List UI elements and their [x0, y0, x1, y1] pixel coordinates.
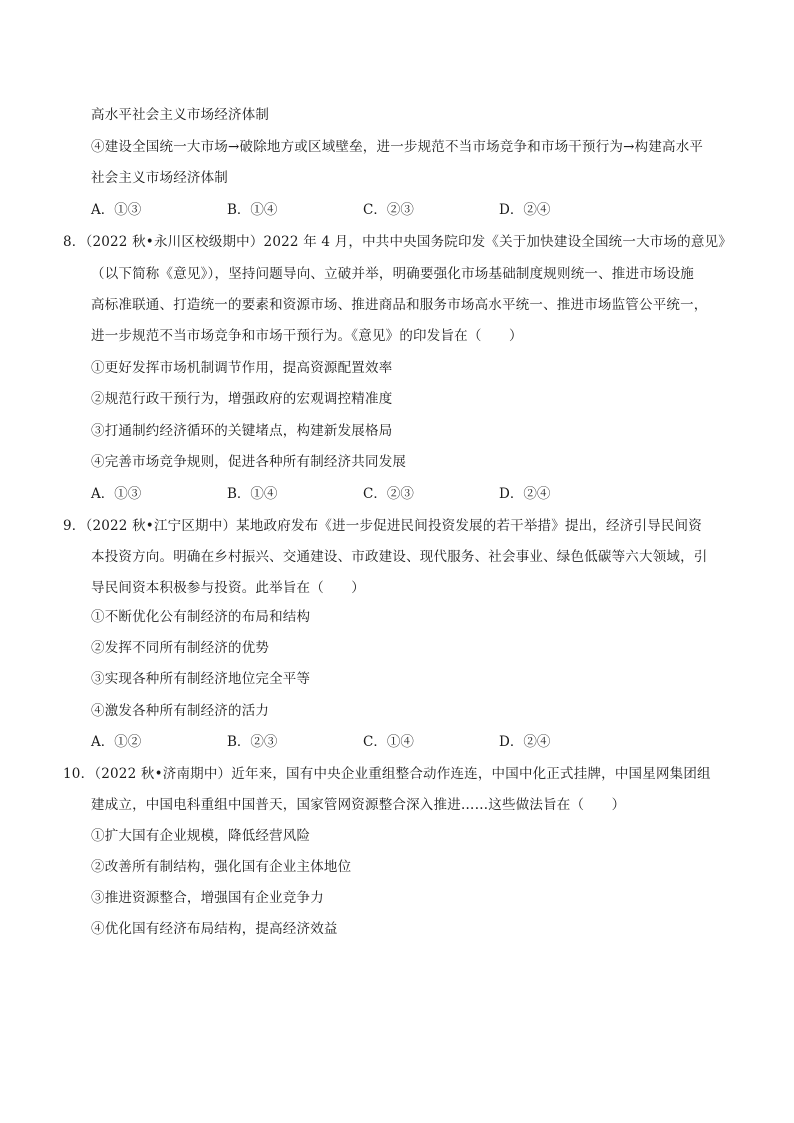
- question-9-stem-line2: 本投资方向。明确在乡村振兴、交通建设、市政建设、现代服务、社会事业、绿色低碳等六大领域，引: [91, 549, 708, 565]
- choice-c[interactable]: C．②③: [363, 202, 414, 218]
- question-8-option-2: ②规范行政干预行为，增强政府的宏观调控精准度: [91, 391, 393, 407]
- question-10-stem-line2: 建成立，中国电科重组中国普天，国家管网资源整合深入推进……这些做法旨在（ ）: [91, 797, 626, 813]
- choice-c[interactable]: C．②③: [363, 486, 414, 502]
- question-8-option-4: ④完善市场竞争规则，促进各种所有制经济共同发展: [91, 454, 407, 470]
- question-9-stem-line3: 导民间资本积极参与投资。此举旨在（ ）: [91, 580, 365, 596]
- question-9-stem: 9．（2022 秋•江宁区期中）某地政府发布《进一步促进民间投资发展的若干举措》提出，经济引导民间资: [63, 518, 702, 534]
- option-4-line-cont: 社会主义市场经济体制: [91, 170, 228, 186]
- choice-d[interactable]: D．②④: [499, 202, 551, 218]
- question-8-stem: 8．（2022 秋•永川区校级期中）2022 年 4 月，中共中央国务院印发《关于加快建设全国统一大市场的意见》: [63, 234, 732, 250]
- question-9-option-1: ①不断优化公有制经济的布局和结构: [91, 609, 311, 625]
- question-8-stem-line2: （以下简称《意见》），坚持问题导向、立破并举，明确要强化市场基础制度规则统一、推进市场设施: [91, 266, 694, 282]
- choice-d[interactable]: D．②④: [499, 486, 551, 502]
- choice-a[interactable]: A．①③: [91, 202, 142, 218]
- question-10-option-1: ①扩大国有企业规模，降低经营风险: [91, 828, 311, 844]
- answer-choices-q7: [91, 198, 651, 218]
- option-4-line: ④建设全国统一大市场→破除地方或区域壁垒，进一步规范不当市场竞争和市场干预行为→构建高水平: [91, 139, 704, 155]
- choice-d[interactable]: D．②④: [499, 734, 551, 750]
- choice-a[interactable]: A．①③: [91, 486, 142, 502]
- question-9-option-4: ④激发各种所有制经济的活力: [91, 703, 270, 719]
- choice-b[interactable]: B．①④: [227, 486, 278, 502]
- answer-choices-q8: [91, 482, 651, 502]
- choice-b[interactable]: B．①④: [227, 202, 278, 218]
- choice-b[interactable]: B．②③: [227, 734, 278, 750]
- question-8-option-3: ③打通制约经济循环的关键堵点，构建新发展格局: [91, 423, 393, 439]
- question-10-stem: 10．（2022 秋•济南期中）近年来，国有中央企业重组整合动作连连，中国中化正式挂牌，中国星网集团组: [63, 766, 711, 782]
- question-8-stem-line3: 高标准联通、打造统一的要素和资源市场、推进商品和服务市场高水平统一、推进市场监管公平统一，: [91, 297, 708, 313]
- choice-a[interactable]: A．①②: [91, 734, 142, 750]
- question-10-option-2: ②改善所有制结构，强化国有企业主体地位: [91, 859, 352, 875]
- answer-choices-q9: [91, 730, 651, 750]
- choice-c[interactable]: C．①④: [363, 734, 414, 750]
- question-8-stem-line4: 进一步规范不当市场竞争和市场干预行为。《意见》的印发旨在（ ）: [91, 328, 523, 344]
- question-9-option-2: ②发挥不同所有制经济的优势: [91, 640, 270, 656]
- question-8-option-1: ①更好发挥市场机制调节作用，提高资源配置效率: [91, 360, 393, 376]
- question-10-option-4: ④优化国有经济布局结构，提高经济效益: [91, 921, 338, 937]
- continuation-line: 高水平社会主义市场经济体制: [91, 107, 270, 123]
- question-10-option-3: ③推进资源整合，增强国有企业竞争力: [91, 890, 324, 906]
- question-9-option-3: ③实现各种所有制经济地位完全平等: [91, 671, 311, 687]
